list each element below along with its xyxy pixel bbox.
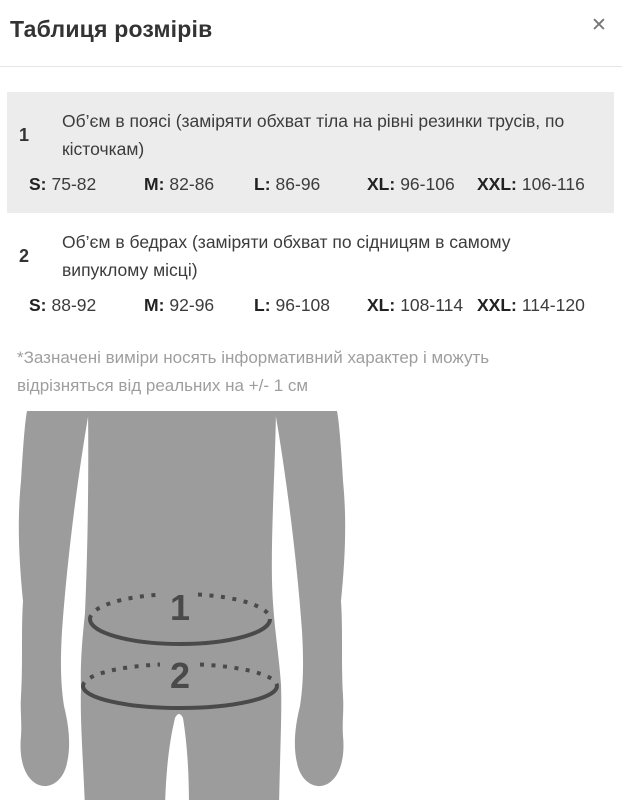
size-label: M: xyxy=(144,174,165,194)
close-icon: ✕ xyxy=(591,14,607,36)
size-value: 86-96 xyxy=(275,174,321,194)
right-arm-shape xyxy=(275,411,345,786)
modal-header xyxy=(0,0,622,43)
close-button[interactable] xyxy=(586,12,612,38)
modal-content xyxy=(0,67,622,800)
size-label: M: xyxy=(144,295,165,315)
size-cell-l xyxy=(254,295,367,316)
size-label: L: xyxy=(254,295,271,315)
hip-label: 2 xyxy=(169,655,191,696)
row-number: 1 xyxy=(19,124,30,145)
row-description: Об’єм в бедрах (заміряти обхват по сідницям в самому випуклому місці) xyxy=(62,232,511,280)
sizes-row xyxy=(17,295,600,316)
size-label: XXL: xyxy=(477,174,517,194)
body-measurement-figure xyxy=(17,411,347,800)
size-value: 96-106 xyxy=(400,174,455,194)
size-row-waist xyxy=(7,92,614,213)
size-value: 82-86 xyxy=(169,174,215,194)
body-silhouette-image xyxy=(17,411,347,800)
size-label: XL: xyxy=(367,295,396,315)
size-label: S: xyxy=(29,295,47,315)
size-value: 114-120 xyxy=(521,295,585,315)
size-cell-xl xyxy=(367,174,477,195)
size-label: XXL: xyxy=(477,295,517,315)
size-label: XL: xyxy=(367,174,396,194)
size-value: 88-92 xyxy=(51,295,97,315)
modal-title: Таблиця розмірів xyxy=(10,16,213,42)
row-number: 2 xyxy=(19,245,30,266)
row-head xyxy=(17,228,600,284)
row-head xyxy=(17,107,600,163)
size-label: S: xyxy=(29,174,47,194)
size-value: 96-108 xyxy=(275,295,331,315)
size-cell-l xyxy=(254,174,367,195)
size-cell-s xyxy=(29,295,144,316)
size-cell-m xyxy=(144,174,254,195)
size-cell-xl xyxy=(367,295,477,316)
size-value: 92-96 xyxy=(169,295,215,315)
size-cell-m xyxy=(144,295,254,316)
size-cell-xxl xyxy=(477,295,600,316)
row-description: Об’єм в поясі (заміряти обхват тіла на рівні резинки трусів, по кісточкам) xyxy=(62,111,565,159)
left-arm-shape xyxy=(19,411,89,786)
size-cell-s xyxy=(29,174,144,195)
size-label: L: xyxy=(254,174,271,194)
waist-label: 1 xyxy=(169,587,191,628)
size-value: 75-82 xyxy=(51,174,97,194)
size-cell-xxl xyxy=(477,174,600,195)
disclaimer-note: *Зазначені виміри носять інформативний характер і можуть відрізняться від реальних на +/- 1 см xyxy=(17,348,490,395)
size-row-hips xyxy=(7,213,614,334)
sizes-row xyxy=(17,174,600,195)
size-value: 108-114 xyxy=(400,295,464,315)
size-value: 106-116 xyxy=(521,174,585,194)
